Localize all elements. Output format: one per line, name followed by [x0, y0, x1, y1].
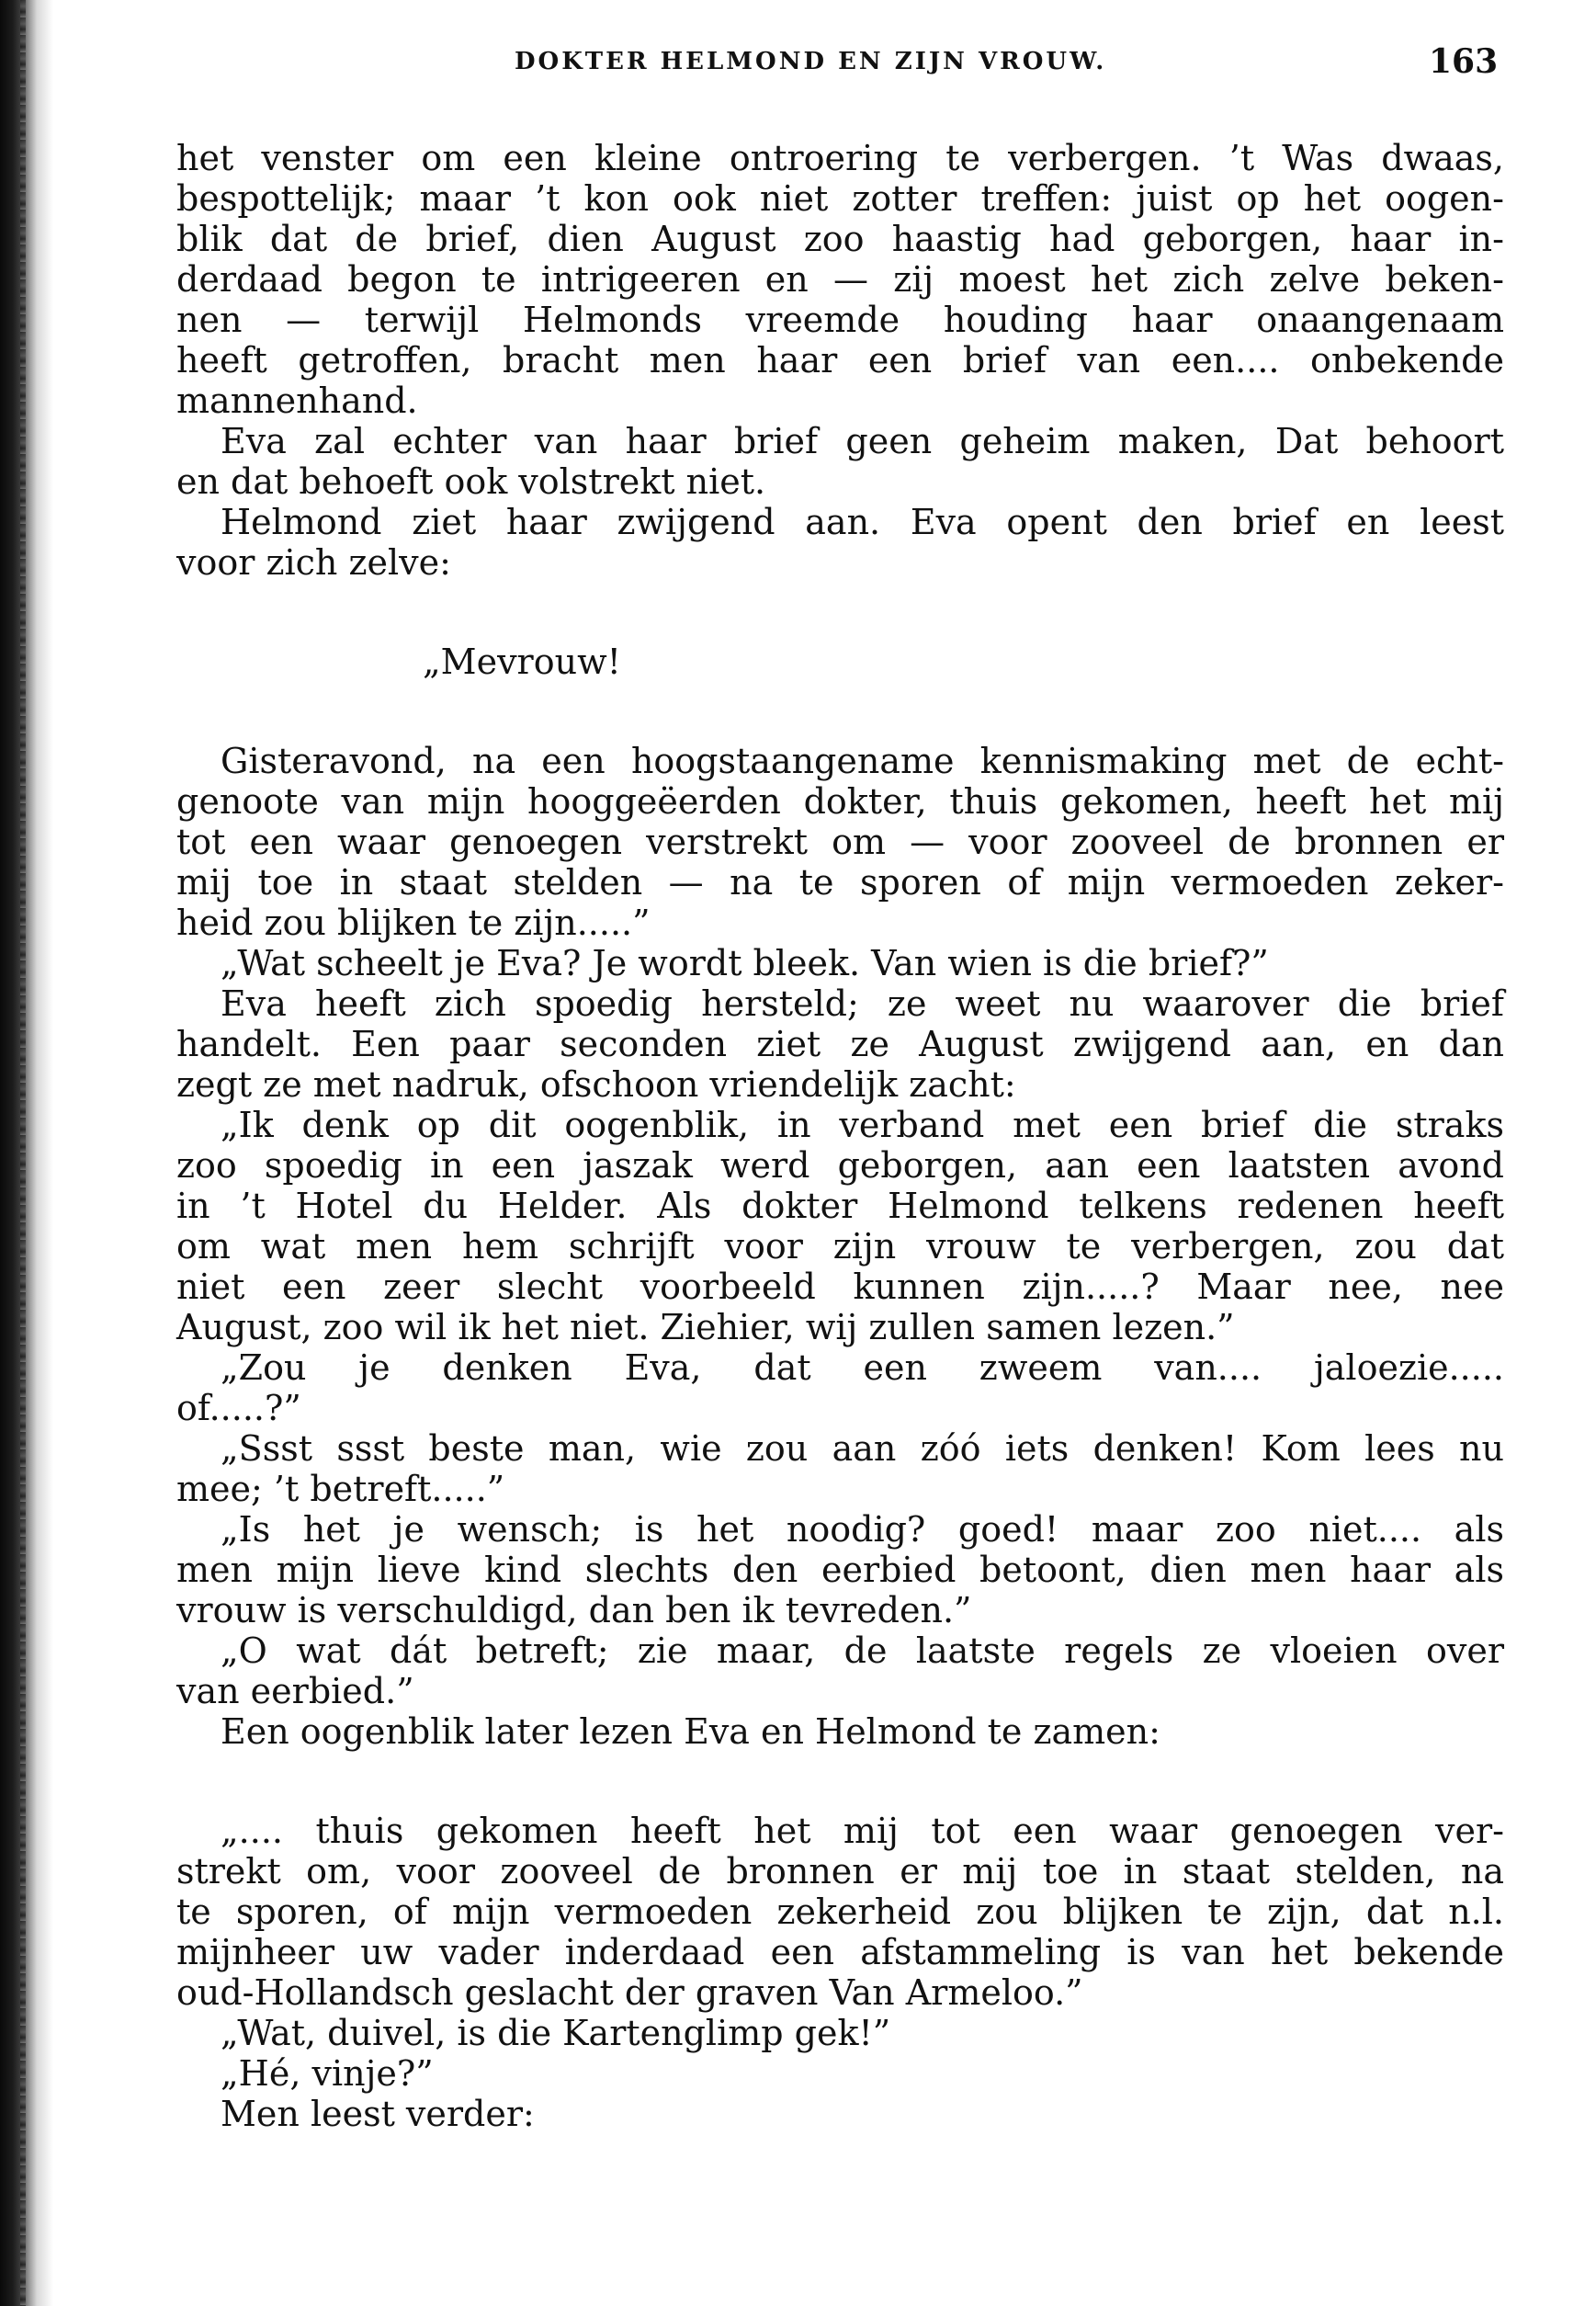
text-line: „Wat, duivel, is die Kartenglimp gek!” [221, 2013, 891, 2053]
text-line: strekt om, voor zooveel de bronnen er mij toe in staat stelden, na [176, 1851, 1504, 1891]
text-line: genoote van mijn hooggeëerden dokter, thuis gekomen, heeft het mij [176, 781, 1504, 822]
text-line: mannenhand. [176, 381, 418, 421]
text-line: heeft getroffen, bracht men haar een brief van een.... onbekende [176, 340, 1504, 381]
text-line: van eerbied.” [176, 1671, 414, 1711]
text-line: vrouw is verschuldigd, dan ben ik tevreden.” [176, 1590, 972, 1630]
text-line: Gisteravond, na een hoogstaangename kennismaking met de echt- [221, 741, 1504, 781]
text-line: heid zou blijken te zijn.....” [176, 903, 651, 943]
text-line: Eva zal echter van haar brief geen geheim maken, Dat behoort [221, 421, 1504, 461]
body-text [176, 138, 1504, 2134]
text-line: bespottelijk; maar ’t kon ook niet zotter treffen: juist op het oogen- [176, 178, 1504, 219]
running-title: DOKTER HELMOND EN ZIJN VROUW. [515, 48, 1107, 75]
text-line: „Zou je denken Eva, dat een zweem van.... jaloezie..... [221, 1347, 1504, 1388]
text-line: oud-Hollandsch geslacht der graven Van Armeloo.” [176, 1972, 1083, 2013]
text-line: August, zoo wil ik het niet. Ziehier, wij zullen samen lezen.” [176, 1307, 1235, 1347]
text-line: blik dat de brief, dien August zoo haastig had geborgen, haar in- [176, 219, 1504, 259]
text-line: het venster om een kleine ontroering te verbergen. ’t Was dwaas, [176, 138, 1504, 178]
page-number: 163 [1429, 42, 1499, 81]
spacer [176, 583, 1504, 642]
text-line: om wat men hem schrijft voor zijn vrouw te verbergen, zou dat [176, 1226, 1504, 1267]
text-line: Men leest verder: [221, 2094, 535, 2134]
text-line: Een oogenblik later lezen Eva en Helmond te zamen: [221, 1711, 1160, 1752]
text-line: „Wat scheelt je Eva? Je wordt bleek. Van wien is die brief?” [221, 943, 1269, 983]
text-line: of.....?” [176, 1388, 301, 1428]
text-line: „Hé, vinje?” [221, 2053, 434, 2094]
text-line: en dat behoeft ook volstrekt niet. [176, 461, 766, 502]
text-line: zoo spoedig in een jaszak werd geborgen, aan een laatsten avond [176, 1145, 1504, 1186]
text-line: mij toe in staat stelden — na te sporen of mijn vermoeden zeker- [176, 862, 1504, 903]
text-line: „Is het je wensch; is het noodig? goed! maar zoo niet.... als [221, 1509, 1504, 1550]
book-binding-edge [0, 0, 53, 2306]
text-line: Eva heeft zich spoedig hersteld; ze weet nu waarover die brief [221, 983, 1504, 1024]
text-line: „Ssst ssst beste man, wie zou aan zóó iets denken! Kom lees nu [221, 1428, 1504, 1469]
text-line: te sporen, of mijn vermoeden zekerheid zou blijken te zijn, dat n.l. [176, 1891, 1504, 1932]
text-line: niet een zeer slecht voorbeeld kunnen zijn.....? Maar nee, nee [176, 1267, 1504, 1307]
text-line: voor zich zelve: [176, 542, 451, 583]
text-line: mijnheer uw vader inderdaad een afstammeling is van het bekende [176, 1932, 1504, 1972]
text-line: derdaad begon te intrigeeren en — zij moest het zich zelve beken- [176, 259, 1504, 300]
text-line: „.... thuis gekomen heeft het mij tot een waar genoegen ver- [221, 1811, 1504, 1851]
text-line: men mijn lieve kind slechts den eerbied betoont, dien men haar als [176, 1550, 1504, 1590]
text-line: nen — terwijl Helmonds vreemde houding haar onaangenaam [176, 300, 1504, 340]
text-line: tot een waar genoegen verstrekt om — voor zooveel de bronnen er [176, 822, 1504, 862]
letter-salutation: „Mevrouw! [423, 642, 621, 682]
text-line: handelt. Een paar seconden ziet ze August zwijgend aan, en dan [176, 1024, 1504, 1064]
text-line: „Ik denk op dit oogenblik, in verband met een brief die straks [221, 1105, 1504, 1145]
binding-shadow [20, 0, 26, 2306]
text-line: in ’t Hotel du Helder. Als dokter Helmond telkens redenen heeft [176, 1186, 1504, 1226]
spacer [176, 1752, 1504, 1811]
text-line: zegt ze met nadruk, ofschoon vriendelijk zacht: [176, 1064, 1016, 1105]
text-line: Helmond ziet haar zwijgend aan. Eva opent den brief en leest [221, 502, 1504, 542]
text-line: mee; ’t betreft.....” [176, 1469, 505, 1509]
text-line: „O wat dát betreft; zie maar, de laatste regels ze vloeien over [221, 1630, 1504, 1671]
spacer [176, 682, 1504, 741]
